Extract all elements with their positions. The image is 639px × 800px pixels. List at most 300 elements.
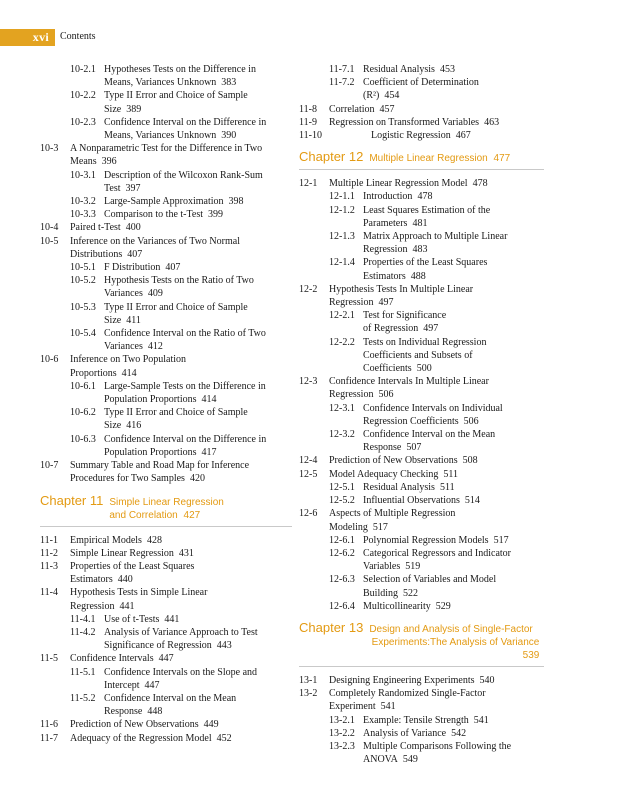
entry-title	[363, 727, 544, 740]
entry-page-number: 416	[126, 420, 142, 432]
entry-title	[70, 221, 292, 234]
entry-title-line: Categorical Regressors and Indicator	[363, 547, 512, 559]
entry-title	[104, 89, 292, 115]
entry-title-line: Confidence Intervals on the Slope and	[104, 666, 258, 678]
entry-number: 10-5.2	[70, 275, 96, 287]
entry-title-line: Regression 441	[70, 600, 135, 612]
entry-number: 13-1	[299, 674, 318, 686]
entry-number: 10-6.2	[70, 407, 96, 419]
toc-subsection-entry[interactable]	[40, 63, 292, 89]
entry-title	[104, 613, 292, 626]
entry-title	[363, 402, 544, 428]
chapter-title	[369, 621, 539, 662]
entry-page-number: 411	[126, 314, 141, 326]
toc-section-entry[interactable]	[299, 103, 544, 116]
entry-title-line: Residual Analysis 511	[363, 481, 455, 493]
entry-title-line: Significance of Regression 443	[104, 640, 232, 652]
toc-section-entry[interactable]	[40, 353, 292, 379]
entry-number: 10-2.1	[70, 64, 96, 75]
entry-title	[329, 454, 544, 467]
entry-title-line: Regression Coefficients 506	[363, 415, 479, 427]
entry-page-number: 488	[410, 270, 426, 282]
entry-title-line: Analysis of Variance Approach to Test	[104, 626, 258, 638]
entry-title-line: Paired t-Test 400	[70, 222, 141, 234]
entry-title-line: Description of the Wilcoxon Rank-Sum	[104, 169, 263, 181]
entry-title-line: F Distribution 407	[104, 262, 181, 274]
entry-page-number: 549	[402, 754, 418, 766]
entry-number: 11-5	[40, 653, 58, 665]
entry-title	[363, 714, 544, 727]
entry-title-line: Means, Variances Unknown 383	[104, 77, 237, 89]
entry-title-line: of Regression 497	[363, 323, 439, 335]
toc-subsection-entry[interactable]	[299, 76, 544, 102]
entry-title-line: (R²) 454	[363, 90, 400, 102]
entry-page-number: 478	[417, 191, 433, 203]
entry-number: 11-7	[40, 732, 58, 744]
entry-title-line: Large-Sample Tests on the Difference in	[104, 380, 266, 392]
entry-number: 12-1.2	[329, 204, 355, 216]
entry-title-line: Estimators 488	[363, 270, 426, 282]
entry-title	[104, 208, 292, 221]
entry-page-number: 500	[416, 363, 432, 375]
entry-title	[363, 740, 544, 766]
entry-page-number: 506	[378, 389, 394, 401]
toc-subsection-entry[interactable]	[40, 327, 292, 353]
entry-title	[329, 375, 544, 401]
entry-title	[363, 481, 544, 494]
entry-title-line: Building 522	[363, 587, 419, 599]
entry-title	[104, 692, 292, 718]
chapter-page-number: 539	[522, 649, 540, 661]
entry-number: 11-5.2	[70, 692, 96, 704]
entry-title	[363, 204, 544, 230]
entry-page-number: 448	[147, 706, 163, 718]
entry-page-number: 389	[126, 103, 142, 115]
entry-page-number: 519	[405, 561, 421, 573]
entry-title-line: Coefficient of Determination	[363, 77, 479, 89]
entry-number: 10-3	[40, 143, 59, 155]
entry-title-line: Prediction of New Observations 508	[329, 455, 478, 467]
entry-title	[329, 687, 544, 713]
entry-number: 10-5.3	[70, 301, 96, 313]
entry-number: 12-5.2	[329, 495, 355, 507]
toc-subsection-entry[interactable]	[299, 727, 544, 740]
entry-title-line: Distributions 407	[70, 248, 143, 260]
toc-section-entry[interactable]	[40, 718, 292, 731]
toc-subsection-entry[interactable]	[40, 274, 292, 300]
entry-number: 12-2	[299, 283, 318, 295]
entry-page-number: 507	[406, 442, 422, 454]
entry-number: 11-8	[299, 103, 317, 115]
chapter-title-line: Design and Analysis of Single-Factor	[369, 623, 533, 635]
entry-number: 11-1	[40, 534, 58, 546]
entry-page-number: 441	[119, 600, 135, 612]
entry-number: 13-2	[299, 688, 318, 700]
toc-section-entry[interactable]	[299, 116, 544, 129]
entry-title	[363, 190, 544, 203]
entry-title-line: Matrix Approach to Multiple Linear	[363, 231, 508, 243]
entry-title	[70, 534, 292, 547]
entry-title-line: Confidence Interval on the Difference in	[104, 116, 267, 128]
toc-section-entry[interactable]	[40, 652, 292, 665]
entry-page-number: 440	[117, 574, 133, 586]
toc-subsection-entry[interactable]	[299, 714, 544, 727]
entry-title-line: Residual Analysis 453	[363, 64, 455, 75]
entry-title	[104, 666, 292, 692]
toc-subsection-entry[interactable]	[299, 309, 544, 335]
entry-number: 12-6.3	[329, 574, 355, 586]
toc-section-entry[interactable]	[40, 534, 292, 547]
entry-title	[363, 256, 544, 282]
toc-section-entry[interactable]	[40, 732, 292, 745]
entry-title-line: Multicollinearity 529	[363, 600, 451, 612]
chapter-title-line: Multiple Linear Regression 477	[369, 153, 511, 165]
entry-title	[104, 195, 292, 208]
entry-page-number: 542	[451, 727, 467, 739]
entry-title-line: Aspects of Multiple Regression	[329, 508, 456, 520]
toc-section-entry[interactable]	[299, 468, 544, 481]
entry-page-number: 407	[127, 248, 143, 260]
entry-page-number: 447	[144, 679, 160, 691]
chapter-title-line: Experiments:The Analysis of Variance 539	[371, 636, 540, 661]
entry-title-line: Hypothesis Tests on the Ratio of Two	[104, 275, 254, 287]
toc-subsection-entry[interactable]	[299, 230, 544, 256]
entry-title-line: Test for Significance	[363, 310, 447, 322]
toc-subsection-entry[interactable]	[40, 406, 292, 432]
toc-subsection-entry[interactable]	[299, 494, 544, 507]
entry-title-line: Least Squares Estimation of the	[363, 204, 491, 216]
entry-title-line: Hypothesis Tests in Simple Linear	[70, 587, 208, 599]
toc-subsection-entry[interactable]	[299, 256, 544, 282]
entry-page-number: 467	[455, 130, 471, 142]
entry-number: 12-5.1	[329, 481, 355, 493]
entry-page-number: 431	[178, 547, 194, 559]
chapter-title	[369, 150, 510, 165]
entry-number: 11-4.2	[70, 626, 96, 638]
entry-title-line: ANOVA 549	[363, 754, 418, 766]
entry-title	[363, 230, 544, 256]
entry-title-line: Regression 497	[329, 297, 394, 309]
toc-subsection-entry[interactable]	[40, 692, 292, 718]
entry-title-line: Comparison to the t-Test 399	[104, 209, 224, 221]
entry-title-line: Variances 412	[104, 341, 163, 353]
entry-page-number: 407	[165, 262, 181, 274]
entry-title-line: Selection of Variables and Model	[363, 574, 497, 586]
toc-left-column	[40, 63, 292, 745]
toc-subsection-entry[interactable]	[40, 301, 292, 327]
entry-title-line: Hypotheses Tests on the Difference in	[104, 64, 256, 75]
toc-subsection-entry[interactable]	[40, 261, 292, 274]
entry-title-line: Size 416	[104, 420, 142, 432]
entry-title-line: Adequacy of the Regression Model 452	[70, 732, 232, 744]
entry-page-number: 398	[228, 196, 244, 208]
toc-subsection-entry[interactable]	[299, 63, 544, 76]
entry-page-number: 463	[484, 116, 500, 128]
entry-number: 12-1.3	[329, 231, 355, 243]
toc-subsection-entry[interactable]	[40, 380, 292, 406]
entry-number: 11-6	[40, 719, 58, 731]
toc-section-entry[interactable]	[299, 507, 544, 533]
entry-title-line: Confidence Interval on the Ratio of Two	[104, 328, 266, 340]
entry-title	[104, 63, 292, 89]
chapter-number: Chapter 13	[299, 619, 364, 635]
page-number-badge: xvi	[0, 29, 55, 46]
toc-section-entry[interactable]	[299, 177, 544, 190]
entry-page-number: 397	[125, 182, 141, 194]
toc-section-entry[interactable]	[40, 547, 292, 560]
entry-page-number: 541	[473, 714, 489, 726]
entry-title-line: Response 448	[104, 706, 163, 718]
entry-title-line: Type II Error and Choice of Sample	[104, 301, 248, 313]
entry-title-line: Confidence Interval on the Mean	[104, 692, 237, 704]
entry-page-number: 449	[203, 719, 219, 731]
entry-title-line: Type II Error and Choice of Sample	[104, 407, 248, 419]
entry-title	[70, 560, 292, 586]
entry-title-line: Population Proportions 417	[104, 446, 217, 458]
entry-title	[363, 534, 544, 547]
entry-title-line: Test 397	[104, 182, 141, 194]
entry-number: 12-6	[299, 508, 318, 520]
entry-title-line: Parameters 481	[363, 217, 428, 229]
running-head: Contents	[60, 31, 96, 42]
entry-title	[329, 283, 544, 309]
entry-page-number: 541	[380, 701, 396, 713]
entry-page-number: 400	[125, 222, 141, 234]
entry-title-line: Response 507	[363, 442, 422, 454]
toc-section-entry[interactable]	[40, 142, 292, 168]
entry-number: 10-7	[40, 460, 59, 472]
entry-page-number: 441	[164, 613, 180, 625]
entry-title	[104, 274, 292, 300]
entry-title-line: Multiple Comparisons Following the	[363, 740, 512, 752]
toc-subsection-entry[interactable]	[40, 626, 292, 652]
entry-title-line: Properties of the Least Squares	[363, 257, 488, 269]
entry-number: 11-4.1	[70, 613, 96, 625]
entry-title	[70, 353, 292, 379]
entry-title-line: Designing Engineering Experiments 540	[329, 674, 495, 686]
entry-number: 10-5	[40, 235, 59, 247]
entry-number: 10-4	[40, 222, 59, 234]
entry-number: 11-3	[40, 560, 58, 572]
entry-number: 13-2.1	[329, 714, 355, 726]
toc-section-entry[interactable]	[299, 375, 544, 401]
entry-title-line: Multiple Linear Regression Model 478	[329, 178, 488, 190]
entry-number: 12-6.2	[329, 547, 355, 559]
entry-page-number: 447	[158, 653, 174, 665]
entry-title	[70, 459, 292, 485]
entry-title	[329, 468, 544, 481]
entry-title-line: Estimators 440	[70, 574, 133, 586]
entry-title-line: Large-Sample Approximation 398	[104, 196, 244, 208]
chapter-page-number: 477	[493, 153, 511, 165]
entry-title	[104, 261, 292, 274]
entry-number: 11-2	[40, 547, 58, 559]
entry-page-number: 454	[384, 90, 400, 102]
entry-title	[335, 129, 544, 142]
page-header	[0, 29, 639, 47]
toc-section-entry[interactable]	[299, 129, 544, 142]
toc-subsection-entry[interactable]	[40, 433, 292, 459]
entry-title-line: Tests on Individual Regression	[363, 336, 487, 348]
entry-number: 10-6	[40, 354, 59, 366]
entry-title-line: Logistic Regression 467	[371, 130, 471, 142]
entry-title-line: Confidence Interval on the Difference in	[104, 433, 267, 445]
entry-number: 11-9	[299, 116, 317, 128]
toc-subsection-entry[interactable]	[299, 481, 544, 494]
entry-page-number: 409	[147, 288, 163, 300]
entry-title	[104, 380, 292, 406]
entry-title-line: Analysis of Variance 542	[363, 727, 467, 739]
entry-title-line: Regression on Transformed Variables 463	[329, 116, 500, 128]
entry-number: 12-1.4	[329, 257, 355, 269]
toc-subsection-entry[interactable]	[40, 195, 292, 208]
entry-page-number: 478	[472, 178, 488, 190]
entry-number: 12-5	[299, 468, 318, 480]
entry-number: 10-3.2	[70, 196, 96, 208]
entry-number: 12-3.1	[329, 402, 355, 414]
entry-title-line: Completely Randomized Single-Factor	[329, 688, 486, 700]
entry-title	[363, 428, 544, 454]
entry-number: 10-2.3	[70, 116, 96, 128]
entry-number: 12-1	[299, 178, 318, 190]
entry-title-line: Proportions 414	[70, 367, 137, 379]
toc-subsection-entry[interactable]	[40, 89, 292, 115]
entry-title	[329, 103, 544, 116]
toc-section-entry[interactable]	[40, 221, 292, 234]
entry-title	[104, 327, 292, 353]
toc-subsection-entry[interactable]	[299, 336, 544, 376]
entry-page-number: 414	[201, 394, 217, 406]
chapter-title-line: and Correlation 427	[109, 509, 201, 521]
entry-title	[363, 63, 544, 76]
entry-page-number: 481	[412, 217, 428, 229]
toc-subsection-entry[interactable]	[40, 613, 292, 626]
entry-number: 10-3.3	[70, 209, 96, 221]
toc-subsection-entry[interactable]	[299, 428, 544, 454]
chapter-heading[interactable]	[40, 494, 292, 527]
entry-number: 10-3.1	[70, 169, 96, 181]
toc-section-entry[interactable]	[40, 586, 292, 612]
entry-number: 11-5.1	[70, 666, 96, 678]
entry-number: 12-2.2	[329, 336, 355, 348]
entry-number: 11-4	[40, 587, 58, 599]
toc-subsection-entry[interactable]	[40, 169, 292, 195]
toc-section-entry[interactable]	[299, 283, 544, 309]
entry-title	[329, 507, 544, 533]
entry-title-line: Type II Error and Choice of Sample	[104, 90, 248, 102]
toc-subsection-entry[interactable]	[299, 573, 544, 599]
entry-number: 11-7.1	[329, 64, 355, 75]
toc-section-entry[interactable]	[299, 687, 544, 713]
entry-title-line: Inference on the Variances of Two Normal	[70, 235, 240, 247]
entry-number: 10-5.4	[70, 328, 96, 340]
toc-section-entry[interactable]	[40, 235, 292, 261]
entry-title-line: Confidence Intervals In Multiple Linear	[329, 376, 489, 388]
entry-title-line: Simple Linear Regression 431	[70, 547, 194, 559]
toc-subsection-entry[interactable]	[299, 190, 544, 203]
entry-title	[363, 573, 544, 599]
entry-title	[70, 235, 292, 261]
entry-title	[363, 309, 544, 335]
toc-subsection-entry[interactable]	[40, 208, 292, 221]
entry-page-number: 399	[208, 209, 224, 221]
chapter-heading[interactable]	[299, 150, 544, 170]
toc-subsection-entry[interactable]	[40, 116, 292, 142]
entry-page-number: 457	[379, 103, 395, 115]
entry-title-line: Means, Variances Unknown 390	[104, 130, 237, 142]
entry-title-line: Influential Observations 514	[363, 495, 480, 507]
entry-title-line: Intercept 447	[104, 679, 160, 691]
toc-section-entry[interactable]	[299, 454, 544, 467]
toc-section-entry[interactable]	[40, 560, 292, 586]
entry-number: 13-2.2	[329, 727, 355, 739]
entry-page-number: 540	[479, 674, 495, 686]
entry-page-number: 443	[216, 640, 232, 652]
entry-title-line: Hypothesis Tests In Multiple Linear	[329, 283, 474, 295]
toc-section-entry[interactable]	[299, 674, 544, 687]
entry-title-line: Polynomial Regression Models 517	[363, 534, 509, 546]
entry-number: 12-4	[299, 455, 318, 467]
entry-title-line: Size 411	[104, 314, 141, 326]
entry-title-line: Use of t-Tests 441	[104, 613, 180, 625]
entry-title-line: A Nonparametric Test for the Difference in Two	[70, 143, 263, 155]
entry-page-number: 428	[146, 534, 162, 546]
entry-title	[70, 718, 292, 731]
entry-page-number: 390	[221, 130, 237, 142]
entry-title	[104, 169, 292, 195]
chapter-title-line: Simple Linear Regression	[109, 496, 224, 508]
toc-subsection-entry[interactable]	[40, 666, 292, 692]
entry-page-number: 514	[464, 495, 480, 507]
entry-title	[104, 433, 292, 459]
entry-title	[104, 301, 292, 327]
entry-title	[70, 652, 292, 665]
entry-page-number: 522	[403, 587, 419, 599]
entry-title-line: Prediction of New Observations 449	[70, 719, 219, 731]
entry-page-number: 396	[101, 156, 117, 168]
entry-title-line: Population Proportions 414	[104, 394, 217, 406]
toc-subsection-entry[interactable]	[299, 204, 544, 230]
entry-title-line: Confidence Intervals 447	[70, 653, 174, 665]
chapter-heading[interactable]	[299, 621, 544, 667]
entry-title-line: Coefficients 500	[363, 363, 432, 375]
entry-page-number: 414	[121, 367, 137, 379]
toc-subsection-entry[interactable]	[299, 600, 544, 613]
entry-page-number: 517	[372, 521, 388, 533]
entry-title	[104, 116, 292, 142]
entry-title-line: Experiment 541	[329, 701, 396, 713]
entry-title	[363, 600, 544, 613]
entry-title	[363, 494, 544, 507]
toc-subsection-entry[interactable]	[299, 402, 544, 428]
chapter-number: Chapter 11	[40, 492, 104, 508]
entry-title-line: Inference on Two Population	[70, 354, 187, 366]
entry-title	[363, 547, 544, 573]
toc-subsection-entry[interactable]	[299, 740, 544, 766]
entry-number: 13-2.3	[329, 740, 355, 752]
entry-page-number: 511	[439, 481, 455, 493]
chapter-title	[109, 494, 249, 522]
toc-subsection-entry[interactable]	[299, 547, 544, 573]
toc-subsection-entry[interactable]	[299, 534, 544, 547]
entry-title	[329, 177, 544, 190]
entry-page-number: 497	[423, 323, 439, 335]
entry-title-line: Confidence Interval on the Mean	[363, 429, 496, 441]
entry-number: 10-2.2	[70, 90, 96, 102]
entry-title-line: Empirical Models 428	[70, 534, 162, 546]
toc-section-entry[interactable]	[40, 459, 292, 485]
entry-title-line: Example: Tensile Strength 541	[363, 714, 489, 726]
